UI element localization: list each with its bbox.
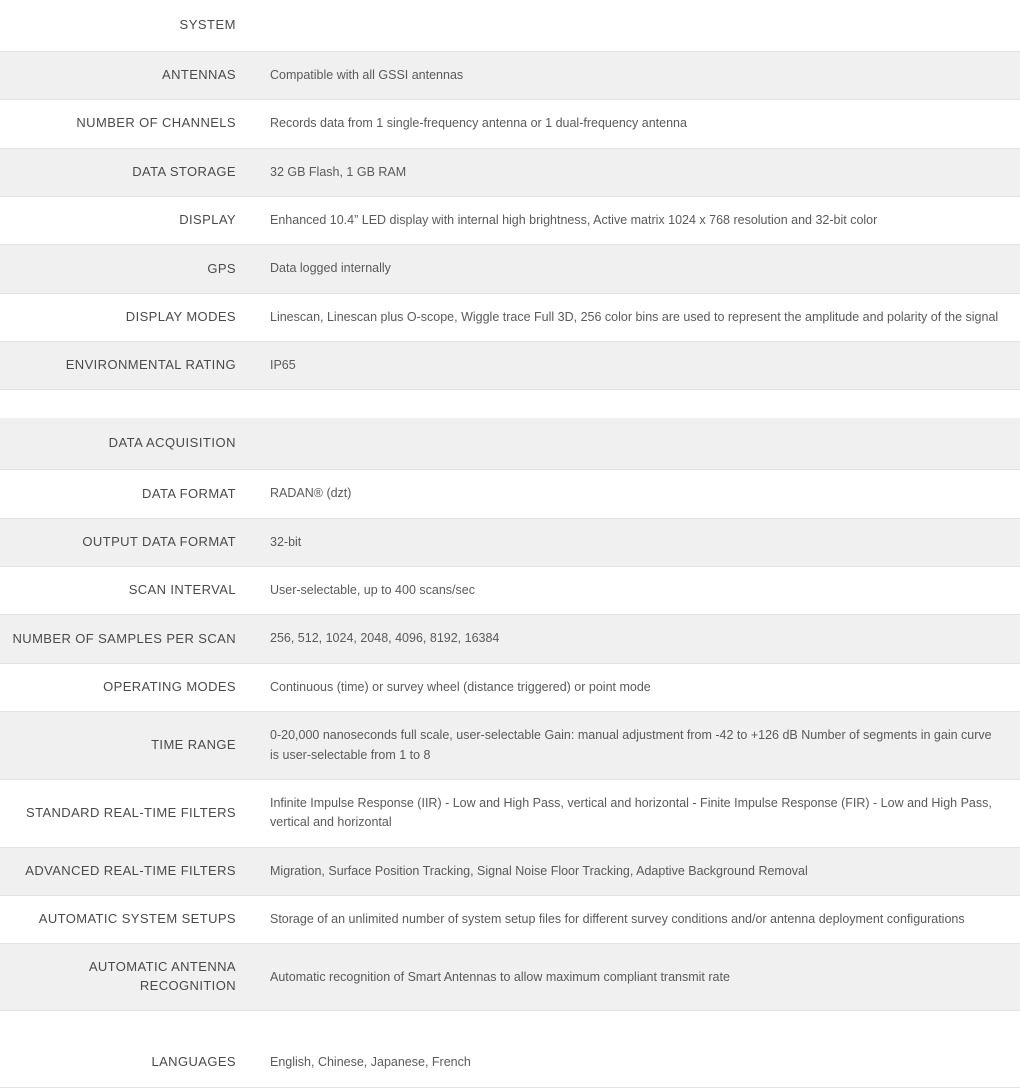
section-gap (0, 1011, 1020, 1040)
row-value: Migration, Surface Position Tracking, Signal Noise Floor Tracking, Adaptive Background Removal (248, 847, 1020, 895)
section-heading-spacer (248, 0, 1020, 51)
table-row (0, 148, 1020, 196)
table-row (0, 896, 1020, 944)
section-heading: SYSTEM (0, 0, 248, 51)
row-label: SCAN INTERVAL (0, 567, 248, 615)
section-heading: DATA ACQUISITION (0, 418, 248, 469)
row-value: 256, 512, 1024, 2048, 4096, 8192, 16384 (248, 615, 1020, 663)
table-row (0, 51, 1020, 99)
row-label: STANDARD REAL-TIME FILTERS (0, 779, 248, 847)
row-label: DATA STORAGE (0, 148, 248, 196)
row-label: NUMBER OF SAMPLES PER SCAN (0, 615, 248, 663)
table-row (0, 470, 1020, 518)
row-value: 32 GB Flash, 1 GB RAM (248, 148, 1020, 196)
row-value: Records data from 1 single-frequency antenna or 1 dual-frequency antenna (248, 100, 1020, 148)
row-value: 0-20,000 nanoseconds full scale, user-selectable Gain: manual adjustment from -42 to +126 dB Number of segments in gain curve is user-selectable from 1 to 8 (248, 712, 1020, 780)
row-label: OUTPUT DATA FORMAT (0, 518, 248, 566)
section-heading-spacer (248, 418, 1020, 469)
row-value: Automatic recognition of Smart Antennas to allow maximum compliant transmit rate (248, 944, 1020, 1011)
row-label: DISPLAY (0, 196, 248, 244)
row-label: AUTOMATIC ANTENNA RECOGNITION (0, 944, 248, 1011)
section-header-row (0, 0, 1020, 51)
table-row (0, 944, 1020, 1011)
row-value: IP65 (248, 342, 1020, 390)
section-gap-left (0, 1011, 248, 1040)
row-value: 32-bit (248, 518, 1020, 566)
table-row (0, 293, 1020, 341)
row-value: Data logged internally (248, 245, 1020, 293)
row-label: ENVIRONMENTAL RATING (0, 342, 248, 390)
row-value: Compatible with all GSSI antennas (248, 51, 1020, 99)
table-row (0, 663, 1020, 711)
row-label: AUTOMATIC SYSTEM SETUPS (0, 896, 248, 944)
section-gap-right (248, 1011, 1020, 1040)
table-row (0, 712, 1020, 780)
section-gap-left (0, 390, 248, 419)
section-gap-right (248, 390, 1020, 419)
row-value: User-selectable, up to 400 scans/sec (248, 567, 1020, 615)
row-value: English, Chinese, Japanese, French (248, 1039, 1020, 1087)
row-value: Storage of an unlimited number of system setup files for different survey conditions and/or antenna deployment configurations (248, 896, 1020, 944)
row-label: DATA FORMAT (0, 470, 248, 518)
table-row (0, 567, 1020, 615)
row-label: NUMBER OF CHANNELS (0, 100, 248, 148)
row-value: Enhanced 10.4” LED display with internal high brightness, Active matrix 1024 x 768 resolution and 32-bit color (248, 196, 1020, 244)
row-value: RADAN® (dzt) (248, 470, 1020, 518)
row-label: OPERATING MODES (0, 663, 248, 711)
table-row (0, 779, 1020, 847)
section-gap (0, 390, 1020, 419)
table-row (0, 1039, 1020, 1087)
section-header-row (0, 418, 1020, 469)
table-row (0, 196, 1020, 244)
table-row (0, 615, 1020, 663)
row-label: DISPLAY MODES (0, 293, 248, 341)
table-row (0, 518, 1020, 566)
table-row (0, 100, 1020, 148)
table-row (0, 245, 1020, 293)
table-row (0, 342, 1020, 390)
row-label: TIME RANGE (0, 712, 248, 780)
row-label: ANTENNAS (0, 51, 248, 99)
row-value: Continuous (time) or survey wheel (distance triggered) or point mode (248, 663, 1020, 711)
table-row (0, 847, 1020, 895)
row-value: Infinite Impulse Response (IIR) - Low and High Pass, vertical and horizontal - Finite Impulse Response (FIR) - Low and High Pass, vertical and horizontal (248, 779, 1020, 847)
row-value: Linescan, Linescan plus O-scope, Wiggle trace Full 3D, 256 color bins are used to represent the amplitude and polarity of the signal (248, 293, 1020, 341)
row-label: LANGUAGES (0, 1039, 248, 1087)
row-label: GPS (0, 245, 248, 293)
row-label: ADVANCED REAL-TIME FILTERS (0, 847, 248, 895)
